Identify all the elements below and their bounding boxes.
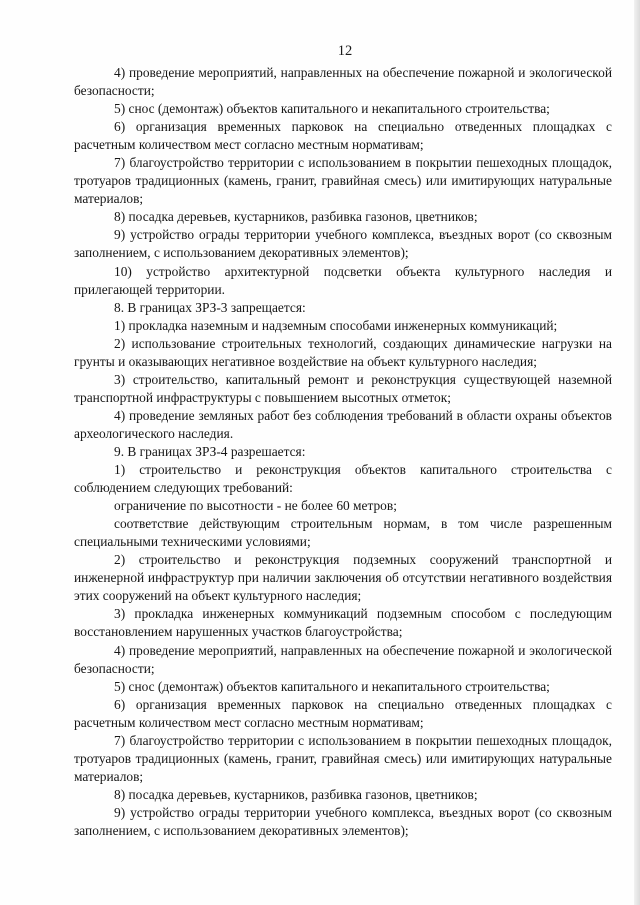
paragraph: 9) устройство ограды территории учебного комплекса, въездных ворот (со сквозным заполнением, с использованием декоративных элементов); [74, 227, 612, 261]
paragraph: 2) строительство и реконструкция подземных сооружений транспортной и инженерной инфраструктур при наличии заключения об отсутствии негативного воздействия этих сооружений на объект культурного наследия; [74, 552, 612, 604]
page-number: 12 [337, 43, 353, 59]
paragraph: ограничение по высотности - не более 60 метров; [114, 498, 397, 514]
paragraph: 4) проведение мероприятий, направленных на обеспечение пожарной и экологической безопасности; [74, 65, 612, 99]
paragraph: 7) благоустройство территории с использованием в покрытии пешеходных площадок, тротуаров традиционных (камень, гранит, гравийная смесь) или имитирующих натуральные материалов; [74, 732, 612, 784]
paragraph: 3) прокладка инженерных коммуникаций подземным способом с последующим восстановлением нарушенных участков благоустройства; [74, 606, 612, 640]
paragraph: 6) организация временных парковок на специально отведенных площадках с расчетным количеством мест согласно местным нормативам; [74, 119, 612, 153]
paragraph: 8) посадка деревьев, кустарников, разбивка газонов, цветников; [114, 786, 478, 802]
paragraph: 7) благоустройство территории с использованием в покрытии пешеходных площадок, тротуаров традиционных (камень, гранит, гравийная смесь) или имитирующих натуральные материалов; [74, 155, 612, 207]
paragraph: 1) прокладка наземным и надземным способами инженерных коммуникаций; [114, 317, 558, 333]
paragraph: соответствие действующим строительным нормам, в том числе разрешенным специальными техническими условиями; [74, 516, 612, 550]
paragraph: 6) организация временных парковок на специально отведенных площадках с расчетным количеством мест согласно местным нормативам; [74, 696, 612, 730]
paragraph: 1) строительство и реконструкция объектов капитального строительства с соблюдением следующих требований: [74, 462, 612, 496]
paragraph: 8) посадка деревьев, кустарников, разбивка газонов, цветников; [114, 209, 478, 225]
paragraph: 4) проведение мероприятий, направленных на обеспечение пожарной и экологической безопасности; [74, 642, 612, 676]
paragraph: 2) использование строительных технологий, создающих динамические нагрузки на грунты и оказывающих негативное воздействие на объект культурного наследия; [74, 335, 612, 369]
document-body [74, 64, 612, 840]
paragraph: 4) проведение земляных работ без соблюдения требований в области охраны объектов археологического наследия. [74, 407, 612, 441]
paragraph: 5) снос (демонтаж) объектов капитального и некапитального строительства; [114, 101, 550, 117]
paragraph: 5) снос (демонтаж) объектов капитального и некапитального строительства; [114, 678, 550, 694]
section-heading: 8. В границах ЗРЗ-3 запрещается: [114, 299, 306, 315]
paragraph: 3) строительство, капитальный ремонт и реконструкция существующей наземной транспортной инфраструктуры с повышением высотных отметок; [74, 371, 612, 405]
paragraph: 9) устройство ограды территории учебного комплекса, въездных ворот (со сквозным заполнением, с использованием декоративных элементов); [74, 804, 612, 838]
scan-edge [634, 0, 640, 905]
section-heading: 9. В границах ЗРЗ-4 разрешается: [114, 443, 306, 459]
paragraph: 10) устройство архитектурной подсветки объекта культурного наследия и прилегающей территории. [74, 263, 612, 297]
